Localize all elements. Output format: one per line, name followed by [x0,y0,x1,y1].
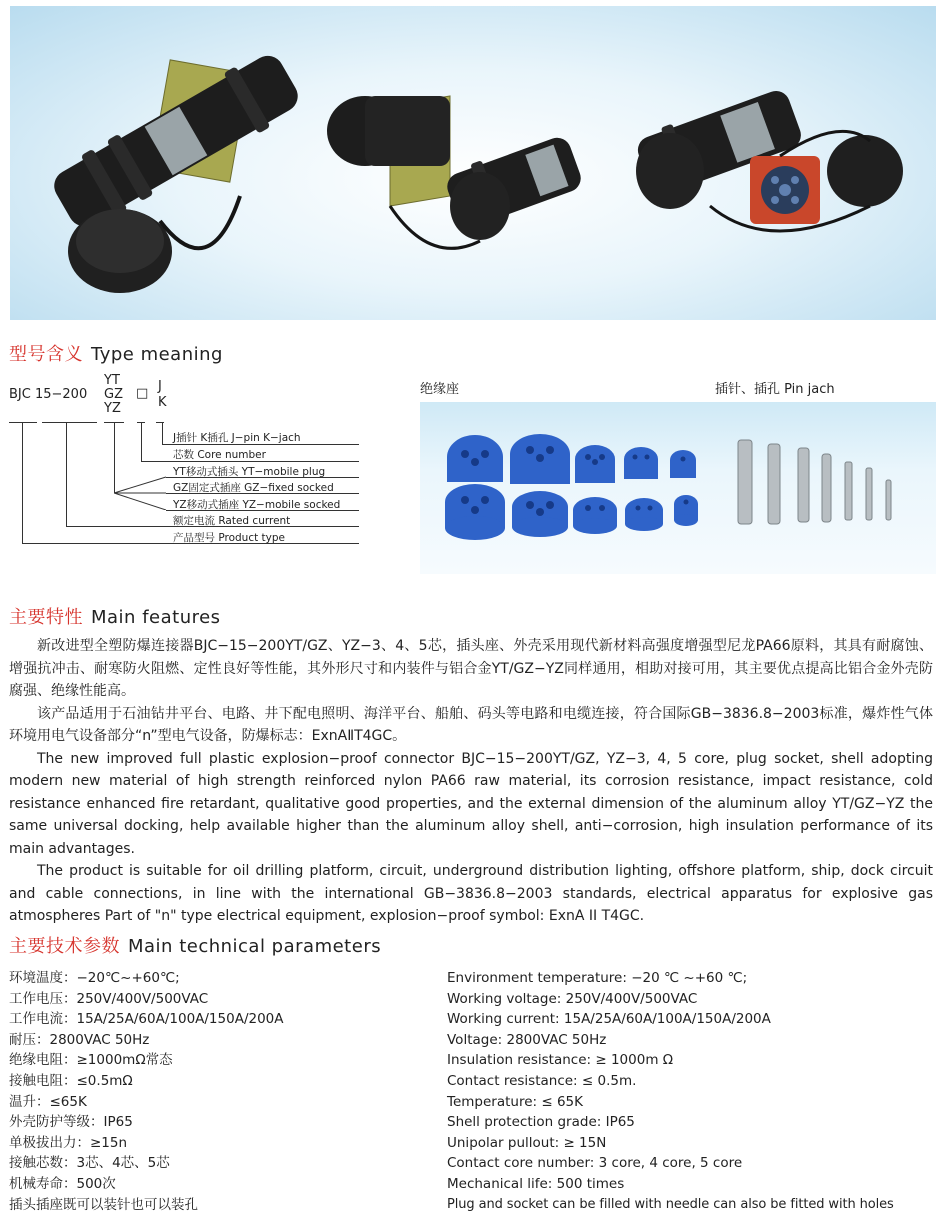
section-title-zh: 主要特性 [9,607,83,628]
section-title-main-features [9,603,221,629]
section-title-en: Main technical parameters [128,936,382,957]
param-zh-item: 接触芯数：3芯、4芯、5芯 [9,1155,170,1172]
features-text [9,635,933,928]
param-en-item: Unipolar pullout: ≥ 15N [447,1134,607,1151]
insulator-pins-photo [420,402,936,574]
param-zh-item: 机械寿命：500次 [9,1175,116,1192]
param-zh-item: 耐压：2800VAC 50Hz [9,1031,150,1048]
param-zh-item: 接触电阻：≤0.5mΩ [9,1072,133,1089]
param-zh-item: 插头插座既可以装针也可以装孔 [9,1196,198,1213]
param-zh-item: 温升：≤65K [9,1093,87,1110]
params-zh-list [9,968,429,1215]
legend-core-number: 芯数 Core number [173,449,266,461]
legend-fixed-socket: GZ固定式插座 GZ−fixed socked [173,482,334,494]
type-code-diagram [0,370,400,570]
legend-pin-socket: J插针 K插孔 J−pin K−jach [173,432,301,444]
param-zh-item: 工作电压：250V/400V/500VAC [9,990,209,1007]
section-title-zh: 主要技术参数 [9,936,120,957]
code-box: □ [136,386,149,401]
legend-rated-current: 额定电流 Rated current [173,515,291,527]
param-zh-item: 环境温度：−20℃~+60℃; [9,970,180,986]
connector-illustration [10,6,936,320]
legend-mobile-plug: YT移动式插头 YT−mobile plug [173,466,326,478]
code-gz: GZ [104,387,123,402]
code-k: K [158,395,167,410]
param-en-item: Plug and socket can be filled with needle can also be fitted with holes [447,1196,894,1212]
param-en-item: Working current: 15A/25A/60A/100A/150A/200A [447,1011,771,1028]
code-yz: YZ [104,401,121,416]
feature-paragraph-en-2: The product is suitable for oil drilling platform, circuit, underground distribution lighting, offshore platform, ship, dock circuit and cable connections, in line with the international GB−3836.8−2003 standards, electrical apparatus for explosive gas atmospheres Part of "n" type electrical equipment, explosion−proof symbol: ExnA II T4GC. [9,863,933,924]
product-left [46,46,306,293]
feature-paragraph-zh-1: 新改进型全塑防爆连接器BJC−15−200YT/GZ、YZ−3、4、5芯，插头座、外壳采用现代新材料高强度增强型尼龙PA66原料，其具有耐腐蚀、增强抗冲击、耐寒防火阻燃、定性良好等性能，其外形尺寸和内装件与铝合金YT/GZ−YZ同样通用，相助对接可用，其主要优点提高比铝合金外壳防腐强、绝缘性能高。 [9,638,933,699]
label-insulator: 绝缘座 [420,382,460,397]
param-en-item: Insulation resistance: ≥ 1000m Ω [447,1052,674,1069]
param-zh-item: 单极拔出力：≥15n [9,1134,128,1151]
param-en-item: Voltage: 2800VAC 50Hz [447,1031,607,1048]
product-middle [327,96,586,248]
model-prefix: BJC 15−200 [9,387,88,402]
param-en-item: Working voltage: 250V/400V/500VAC [447,990,698,1007]
legend-mobile-socket: YZ移动式插座 YZ−mobile socked [173,499,341,511]
hero-product-photo [10,6,936,320]
param-zh-item: 绝缘电阻：≥1000mΩ常态 [9,1052,173,1069]
param-en-item: Environment temperature: −20 ℃ ~+60 ℃; [447,970,748,986]
feature-paragraph-zh-2: 该产品适用于石油钻井平台、电路、井下配电照明、海洋平台、船舶、码头等电路和电缆连接，符合国际GB−3836.8−2003标准，爆炸性气体环境用电气设备部分“n”型电气设备，防爆标志：ExnAⅡT4GC。 [9,705,933,744]
section-title-en: Type meaning [91,344,223,365]
section-title-zh: 型号含义 [9,344,83,365]
section-title-en: Main features [91,607,221,628]
param-en-item: Mechanical life: 500 times [447,1175,625,1192]
fan-connector [114,470,170,510]
insulator-pins-illustration [420,402,936,574]
code-yt: YT [104,373,120,388]
param-en-item: Contact resistance: ≤ 0.5m. [447,1072,637,1089]
param-en-item: Shell protection grade: IP65 [447,1114,635,1131]
legend-product-type: 产品型号 Product type [173,532,285,544]
product-right [633,83,903,231]
section-title-type-meaning [9,340,223,366]
label-pins: 插针、插孔 Pin jach [715,382,835,397]
param-zh-item: 工作电流：15A/25A/60A/100A/150A/200A [9,1011,284,1028]
feature-paragraph-en-1: The new improved full plastic explosion−proof connector BJC−15−200YT/GZ, YZ−3, 4, 5 core, plug socket, shell adopting modern new material of high strength reinforced nylon PA66 raw material, its corrosion resistance, impact resistance, cold resistance enhanced fire retardant, qualitative good properties, and the external dimension of the aluminum alloy YT/GZ−YZ the same universal docking, help available higher than the aluminum alloy shell, anti−corrosion, high insulation performance of its main advantages. [9,750,933,857]
param-zh-item: 外壳防护等级：IP65 [9,1114,133,1131]
param-en-item: Temperature: ≤ 65K [447,1093,583,1110]
params-en-list [447,968,942,1215]
code-j: J [158,379,162,394]
param-en-item: Contact core number: 3 core, 4 core, 5 core [447,1155,743,1172]
section-title-main-params [9,932,381,958]
